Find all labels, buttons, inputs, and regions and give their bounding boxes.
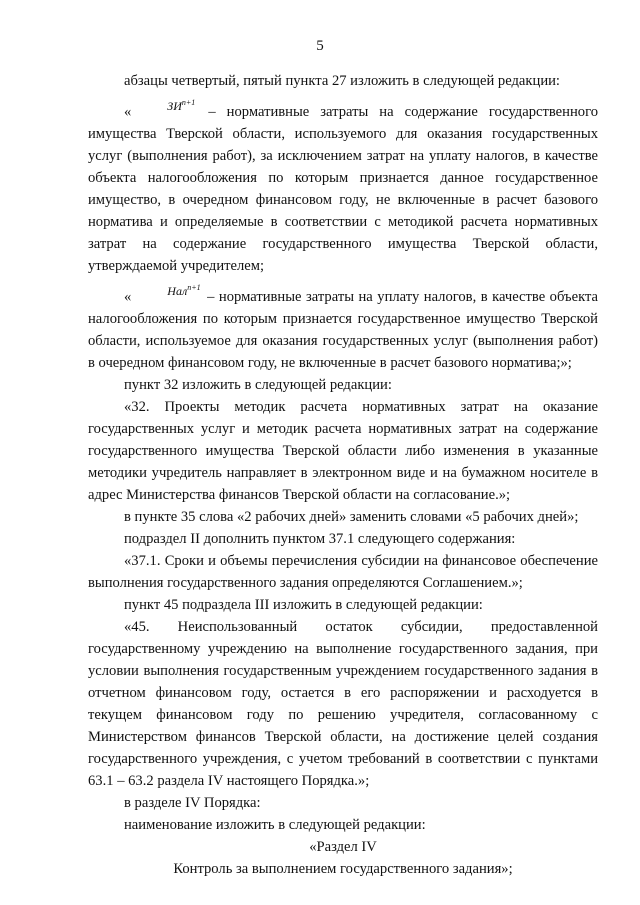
- paragraph-formula-nal: [88, 277, 598, 374]
- paragraph: пункт 32 изложить в следующей редакции:: [124, 377, 392, 393]
- paragraph: «37.1. Сроки и объемы перечисления субсидии на финансовое обеспечение выполнения государственного задания определяются Соглашением.»;: [88, 553, 598, 591]
- paragraph-text: – нормативные затраты на уплату налогов, в качестве объекта налогообложения по которым признается государственное имущество Тверской области, используемое для оказания государственных услуг (выполнения работ) в очередном финансовом году, не включенные в расчет базового норматива;»;: [88, 289, 598, 371]
- paragraph: подраздел II дополнить пунктом 37.1 следующего содержания:: [124, 531, 516, 547]
- paragraph: абзацы четвертый, пятый пункта 27 изложить в следующей редакции:: [124, 73, 560, 89]
- formula-symbol-zi: $ЗИ^{n+1}$: [167, 98, 196, 113]
- paragraph: в разделе IV Порядка:: [124, 795, 261, 811]
- opening-quote: «: [124, 289, 132, 305]
- paragraph: в пункте 35 слова «2 рабочих дней» заменить словами «5 рабочих дней»;: [124, 509, 579, 525]
- formula-symbol-nal: Нал$^{n+1}$: [167, 283, 201, 298]
- paragraph-text: – нормативные затраты на содержание государственного имущества Тверской области, используемого для оказания государственных услуг (выполнения работ), за исключением затрат на уплату налогов, в качестве объекта налогообложения по которым признается данное государственное имущество, в очередном финансовом году, не включенные в расчет базового норматива и определяемые в соответствии с методикой расчета нормативных затрат на содержание государственного имущества Тверской области, утверждаемой учредителем;: [88, 104, 598, 274]
- paragraph: наименование изложить в следующей редакции:: [124, 817, 426, 833]
- paragraph-formula-zi: [88, 92, 598, 277]
- paragraph: пункт 45 подраздела III изложить в следующей редакции:: [124, 597, 483, 613]
- formula-superscript: n+1: [181, 98, 196, 107]
- paragraph: «45. Неиспользованный остаток субсидии, предоставленной государственному учреждению на выполнение государственного задания, при условии выполнения государственным учреждением государственного задания в отчетном финансовом году, остается в его распоряжении и расходуется в текущем финансовом году по решению учредителя, согласованному с Министерством финансов Тверской области, на достижение целей создания государственного учреждения, с учетом требований в соответствии с пунктами 63.1 – 63.2 раздела IV настоящего Порядка.»;: [88, 619, 598, 789]
- page-number: 5: [316, 38, 324, 54]
- opening-quote: «: [124, 104, 132, 120]
- document-body: [88, 70, 598, 880]
- section-heading: «Раздел IV: [309, 839, 377, 855]
- paragraph: «32. Проекты методик расчета нормативных затрат на оказание государственных услуг и методик расчета нормативных затрат на содержание государственного имущества Тверской области либо изменения в указанные методики учредитель направляет в электронном виде и на бумажном носителе в адрес Министерства финансов Тверской области на согласование.»;: [88, 399, 598, 503]
- formula-superscript: n+1: [187, 283, 201, 292]
- section-title: Контроль за выполнением государственного задания»;: [173, 861, 513, 877]
